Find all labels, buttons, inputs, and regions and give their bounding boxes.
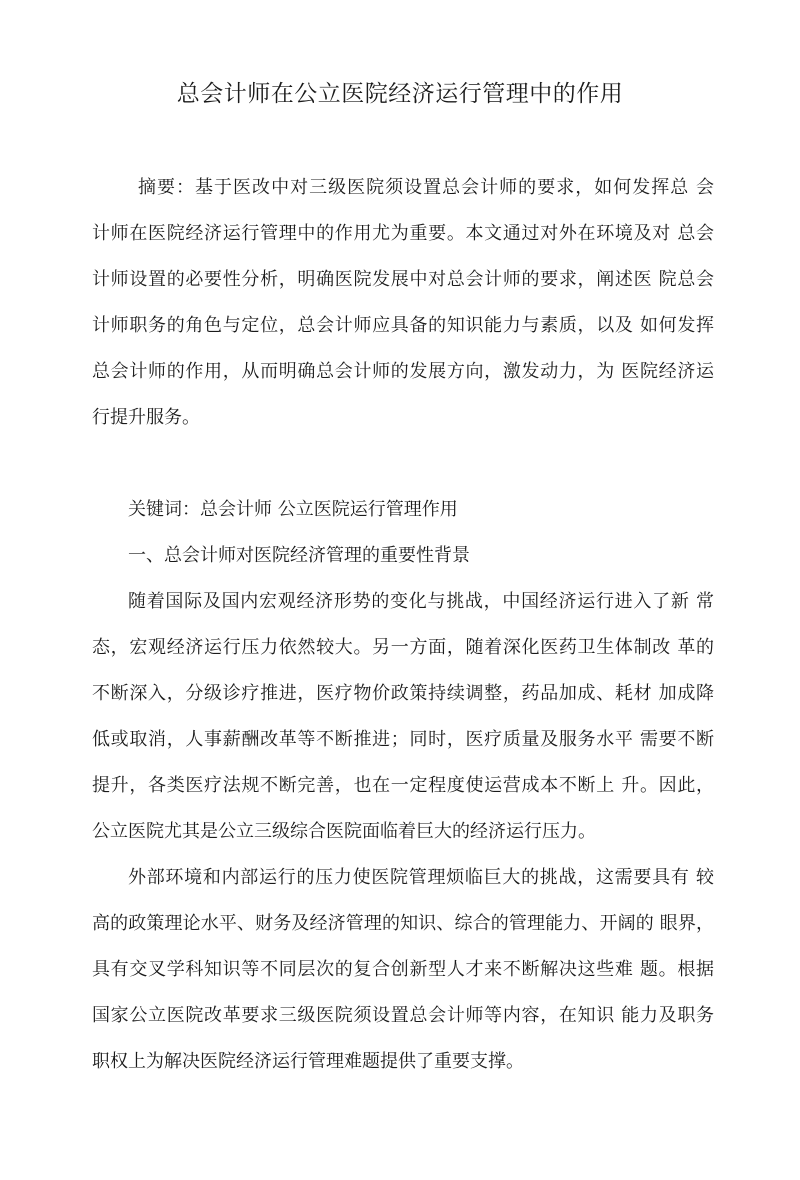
paragraph-line: 随着国际及国内宏观经济形势的变化与挑战，中国经济运行进入了新 常	[128, 591, 714, 612]
abstract-line: 计师设置的必要性分析，明确医院发展中对总会计师的要求，阐述医 院总会	[92, 269, 714, 290]
document-title: 总会计师在公立医院经济运行管理中的作用	[176, 81, 624, 107]
paragraph-line: 具有交叉学科知识等不同层次的复合创新型人才来不断解决这些难 题。根据	[92, 959, 714, 980]
paragraph-line: 高的政策理论水平、财务及经济管理的知识、综合的管理能力、开阔的 眼界，	[92, 913, 714, 934]
paragraph-line: 职权上为解决医院经济运行管理难题提供了重要支撑。	[92, 1051, 524, 1072]
abstract-line: 计师职务的角色与定位，总会计师应具备的知识能力与素质，以及 如何发挥	[92, 315, 714, 336]
abstract-line: 摘要：基于医改中对三级医院须设置总会计师的要求，如何发挥总 会	[138, 177, 714, 198]
paragraph-line: 不断深入，分级诊疗推进，医疗物价政策持续调整，药品加成、耗材 加成降	[92, 683, 714, 704]
abstract-line: 总会计师的作用，从而明确总会计师的发展方向，激发动力，为 医院经济运	[92, 361, 714, 382]
keywords-line: 关键词：总会计师 公立医院运行管理作用	[128, 499, 458, 520]
paragraph-line: 外部环境和内部运行的压力使医院管理烦临巨大的挑战，这需要具有 较	[128, 867, 714, 888]
abstract-paragraph	[92, 165, 714, 441]
section-heading: 一、总会计师对医院经济管理的重要性背景	[128, 545, 470, 566]
paragraph-line: 国家公立医院改革要求三级医院须设置总会计师等内容，在知识 能力及职务	[92, 1005, 714, 1026]
body-paragraph-2	[92, 855, 714, 1085]
body-paragraph-1	[92, 579, 714, 855]
paragraph-line: 提升，各类医疗法规不断完善，也在一定程度使运营成本不断上 升。因此，	[92, 775, 714, 796]
abstract-line: 行提升服务。	[92, 407, 200, 428]
abstract-line: 计师在医院经济运行管理中的作用尤为重要。本文通过对外在环境及对 总会	[92, 223, 714, 244]
paragraph-line: 低或取消，人事薪酬改革等不断推进；同时，医疗质量及服务水平 需要不断	[92, 729, 714, 750]
paragraph-line: 态，宏观经济运行压力依然较大。另一方面，随着深化医药卫生体制改 革的	[92, 637, 714, 658]
paragraph-line: 公立医院尤其是公立三级综合医院面临着巨大的经济运行压力。	[92, 821, 596, 842]
